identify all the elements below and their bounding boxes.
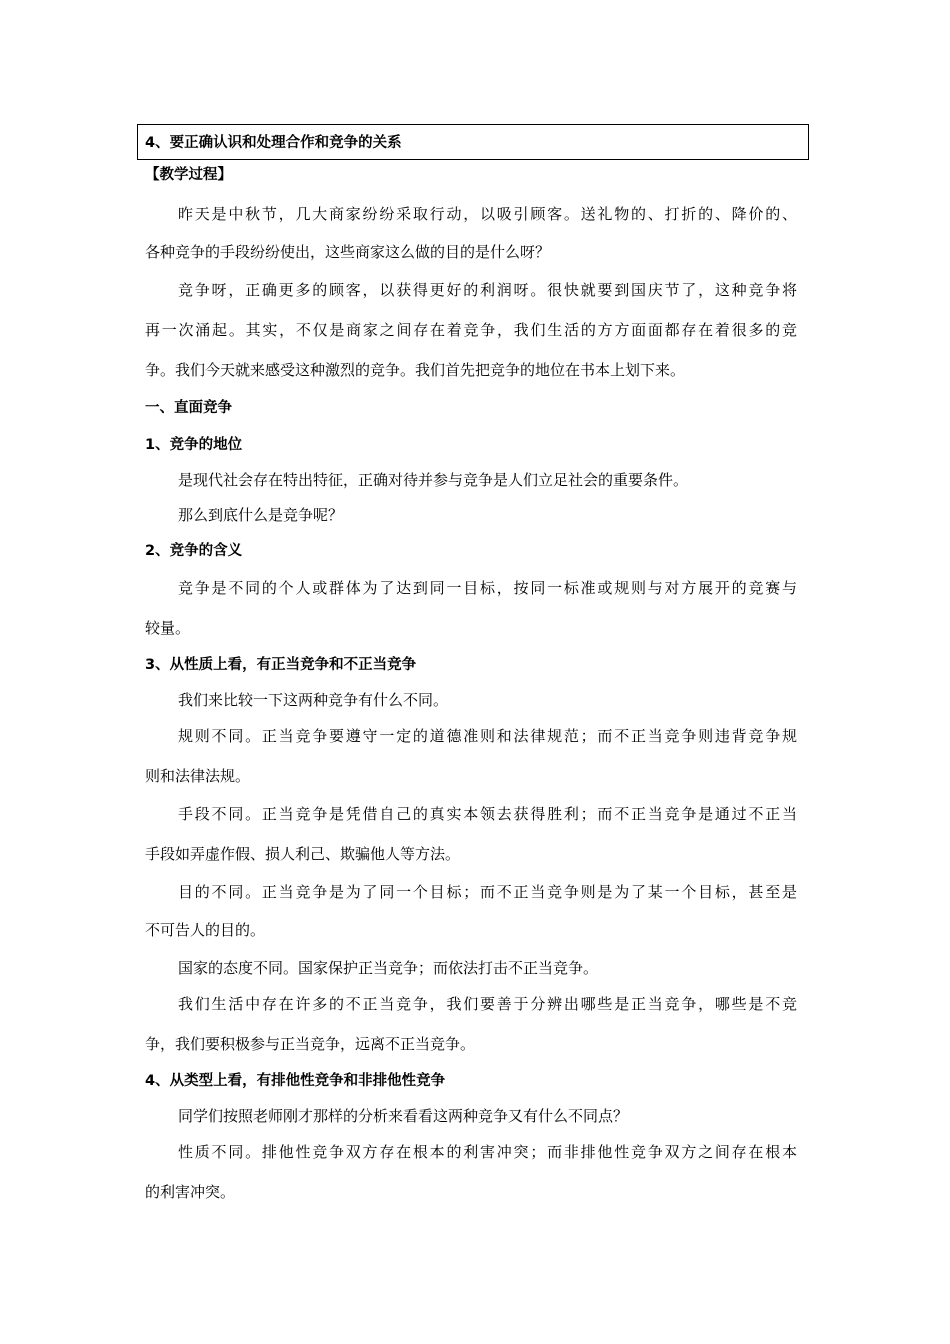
- section-title: 4、要正确认识和处理合作和竞争的关系: [145, 135, 402, 151]
- paragraph-line: 国家的态度不同。国家保护正当竞争；而依法打击不正当竞争。: [178, 959, 599, 977]
- process-label: 【教学过程】: [145, 167, 232, 183]
- paragraph-line: 我们生活中存在许多的不正当竞争，我们要善于分辨出哪些是正当竞争，哪些是不竞: [178, 995, 797, 1013]
- subsection-heading: 3、从性质上看，有正当竞争和不正当竞争: [145, 657, 417, 673]
- paragraph-line: 争，我们要积极参与正当竞争，远离不正当竞争。: [145, 1035, 476, 1053]
- subsection-heading: 1、竞争的地位: [145, 437, 243, 453]
- paragraph-line: 不可告人的目的。: [145, 921, 266, 939]
- section-title-box: [137, 124, 809, 160]
- paragraph-line: 那么到底什么是竞争呢？: [178, 506, 344, 524]
- paragraph-line: 是现代社会存在特出特征，正确对待并参与竞争是人们立足社会的重要条件。: [178, 471, 689, 489]
- paragraph-line: 各种竞争的手段纷纷使出，这些商家这么做的目的是什么呀？: [145, 243, 551, 261]
- subsection-heading: 2、竞争的含义: [145, 543, 243, 559]
- paragraph-line: 性质不同。排他性竞争双方存在根本的利害冲突；而非排他性竞争双方之间存在根本: [178, 1143, 797, 1161]
- paragraph-line: 的利害冲突。: [145, 1183, 236, 1201]
- paragraph-line: 手段不同。正当竞争是凭借自己的真实本领去获得胜利；而不正当竞争是通过不正当: [178, 805, 797, 823]
- paragraph-line: 则和法律法规。: [145, 767, 251, 785]
- paragraph-line: 我们来比较一下这两种竞争有什么不同。: [178, 691, 449, 709]
- paragraph-line: 昨天是中秋节，几大商家纷纷采取行动，以吸引顾客。送礼物的、打折的、降价的、: [178, 205, 797, 223]
- paragraph-line: 手段如弄虚作假、损人利己、欺骗他人等方法。: [145, 845, 461, 863]
- subsection-heading: 4、从类型上看，有排他性竞争和非排他性竞争: [145, 1073, 446, 1089]
- paragraph-line: 目的不同。正当竞争是为了同一个目标；而不正当竞争则是为了某一个目标，甚至是: [178, 883, 797, 901]
- paragraph-line: 规则不同。正当竞争要遵守一定的道德准则和法律规范；而不正当竞争则违背竞争规: [178, 727, 797, 745]
- paragraph-line: 较量。: [145, 619, 191, 637]
- paragraph-line: 竞争呀，正确更多的顾客，以获得更好的利润呀。很快就要到国庆节了，这种竞争将: [178, 281, 797, 299]
- paragraph-line: 同学们按照老师刚才那样的分析来看看这两种竞争又有什么不同点？: [178, 1107, 629, 1125]
- paragraph-line: 竞争是不同的个人或群体为了达到同一目标，按同一标准或规则与对方展开的竞赛与: [178, 579, 797, 597]
- paragraph-line: 争。我们今天就来感受这种激烈的竞争。我们首先把竞争的地位在书本上划下来。: [145, 361, 686, 379]
- section-heading: 一、直面竞争: [145, 400, 232, 416]
- paragraph-line: 再一次涌起。其实，不仅是商家之间存在着竞争，我们生活的方方面面都存在着很多的竞: [145, 321, 797, 339]
